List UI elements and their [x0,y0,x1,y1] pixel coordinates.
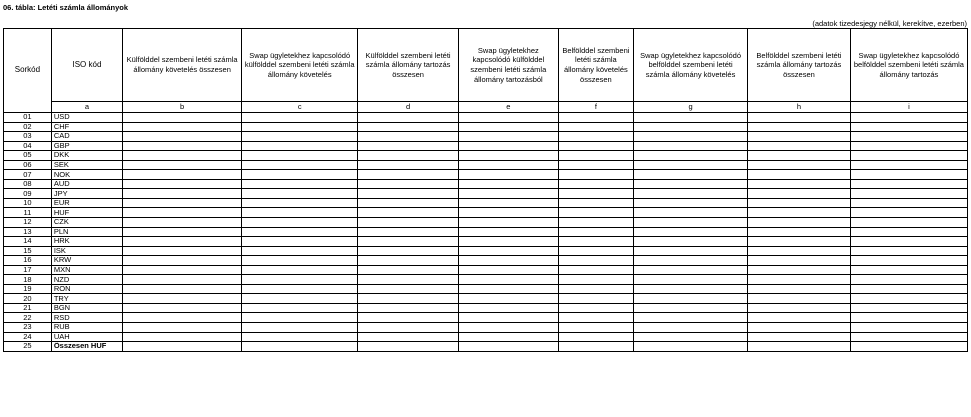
value-cell-g[interactable] [634,313,748,323]
value-cell-g[interactable] [634,294,748,304]
value-cell-f[interactable] [558,313,633,323]
row-iso-code: CAD [51,132,122,142]
value-cell-d[interactable] [358,113,459,123]
value-cell-f[interactable] [558,151,633,161]
value-cell-e[interactable] [458,313,558,323]
value-cell-f[interactable] [558,303,633,313]
table-row [4,189,968,199]
value-cell-i[interactable] [850,256,967,266]
table-row [4,303,968,313]
value-cell-d[interactable] [358,141,459,151]
value-cell-i[interactable] [850,323,967,333]
value-cell-f[interactable] [558,342,633,352]
value-cell-i[interactable] [850,284,967,294]
value-cell-b[interactable] [123,303,242,313]
value-cell-d[interactable] [358,323,459,333]
value-cell-e[interactable] [458,179,558,189]
header-i: Swap ügyletekhez kapcsolódó belfölddel szembeni letéti számla állomány tartozás [850,29,967,102]
value-cell-b[interactable] [123,141,242,151]
row-code: 18 [4,275,52,285]
value-cell-c[interactable] [242,151,358,161]
value-cell-f[interactable] [558,160,633,170]
table-row [4,227,968,237]
table-row [4,256,968,266]
row-iso-code: RSD [51,313,122,323]
value-cell-g[interactable] [634,208,748,218]
column-letter-c: c [242,102,358,113]
value-cell-b[interactable] [123,313,242,323]
value-cell-b[interactable] [123,113,242,123]
value-cell-h[interactable] [748,113,851,123]
row-code: 07 [4,170,52,180]
header-g: Swap ügyletekhez kapcsolódó belfölddel szembeni letéti számla állomány követelés [634,29,748,102]
table-row [4,342,968,352]
value-cell-c[interactable] [242,313,358,323]
value-cell-b[interactable] [123,132,242,142]
row-code: 05 [4,151,52,161]
value-cell-g[interactable] [634,170,748,180]
value-cell-d[interactable] [358,246,459,256]
value-cell-f[interactable] [558,208,633,218]
value-cell-i[interactable] [850,160,967,170]
value-cell-i[interactable] [850,189,967,199]
value-cell-b[interactable] [123,189,242,199]
row-iso-code: NZD [51,275,122,285]
value-cell-d[interactable] [358,284,459,294]
value-cell-d[interactable] [358,256,459,266]
value-cell-h[interactable] [748,275,851,285]
row-code: 20 [4,294,52,304]
header-f: Belfölddel szembeni letéti számla állomány követelés összesen [558,29,633,102]
value-cell-g[interactable] [634,113,748,123]
value-cell-g[interactable] [634,323,748,333]
value-cell-b[interactable] [123,284,242,294]
row-iso-code: TRY [51,294,122,304]
value-cell-e[interactable] [458,275,558,285]
value-cell-i[interactable] [850,303,967,313]
value-cell-b[interactable] [123,265,242,275]
value-cell-i[interactable] [850,294,967,304]
row-code: 09 [4,189,52,199]
value-cell-c[interactable] [242,141,358,151]
value-cell-e[interactable] [458,189,558,199]
header-sorkod: Sorkód [4,29,52,113]
value-cell-i[interactable] [850,132,967,142]
value-cell-f[interactable] [558,246,633,256]
value-cell-b[interactable] [123,275,242,285]
value-cell-i[interactable] [850,332,967,342]
value-cell-e[interactable] [458,237,558,247]
value-cell-d[interactable] [358,208,459,218]
value-cell-e[interactable] [458,198,558,208]
row-iso-code: UAH [51,332,122,342]
value-cell-b[interactable] [123,294,242,304]
value-cell-f[interactable] [558,265,633,275]
value-cell-f[interactable] [558,132,633,142]
row-code: 01 [4,113,52,123]
value-cell-g[interactable] [634,179,748,189]
value-cell-c[interactable] [242,132,358,142]
value-cell-f[interactable] [558,256,633,266]
value-cell-d[interactable] [358,294,459,304]
value-cell-c[interactable] [242,122,358,132]
row-code: 23 [4,323,52,333]
value-cell-g[interactable] [634,189,748,199]
value-cell-e[interactable] [458,113,558,123]
value-cell-h[interactable] [748,208,851,218]
value-cell-g[interactable] [634,141,748,151]
table-row [4,179,968,189]
value-cell-e[interactable] [458,256,558,266]
value-cell-f[interactable] [558,122,633,132]
row-code: 11 [4,208,52,218]
value-cell-d[interactable] [358,313,459,323]
value-cell-c[interactable] [242,160,358,170]
value-cell-g[interactable] [634,198,748,208]
value-cell-g[interactable] [634,227,748,237]
value-cell-i[interactable] [850,113,967,123]
value-cell-g[interactable] [634,284,748,294]
value-cell-d[interactable] [358,265,459,275]
value-cell-g[interactable] [634,332,748,342]
row-iso-code: Összesen HUF [51,342,122,352]
value-cell-i[interactable] [850,275,967,285]
value-cell-b[interactable] [123,170,242,180]
value-cell-c[interactable] [242,275,358,285]
column-letter-e: e [458,102,558,113]
value-cell-h[interactable] [748,342,851,352]
row-iso-code: KRW [51,256,122,266]
column-letter-g: g [634,102,748,113]
value-cell-b[interactable] [123,179,242,189]
value-cell-e[interactable] [458,151,558,161]
column-letter-row [4,102,968,113]
row-iso-code: BGN [51,303,122,313]
value-cell-c[interactable] [242,198,358,208]
row-iso-code: AUD [51,179,122,189]
table-row [4,160,968,170]
value-cell-h[interactable] [748,294,851,304]
value-cell-e[interactable] [458,160,558,170]
value-cell-d[interactable] [358,342,459,352]
row-iso-code: ISK [51,246,122,256]
header-e: Swap ügyletekhez kapcsolódó külfölddel szembeni letéti számla állomány tartozásból [458,29,558,102]
value-cell-i[interactable] [850,218,967,228]
value-cell-b[interactable] [123,151,242,161]
value-cell-h[interactable] [748,198,851,208]
row-iso-code: DKK [51,151,122,161]
value-cell-h[interactable] [748,170,851,180]
value-cell-c[interactable] [242,342,358,352]
table-row [4,237,968,247]
table-row [4,313,968,323]
value-cell-h[interactable] [748,256,851,266]
value-cell-h[interactable] [748,246,851,256]
value-cell-f[interactable] [558,227,633,237]
row-iso-code: HUF [51,208,122,218]
value-cell-d[interactable] [358,237,459,247]
value-cell-g[interactable] [634,132,748,142]
value-cell-c[interactable] [242,323,358,333]
header-b: Külfölddel szembeni letéti számla állomány követelés összesen [123,29,242,102]
value-cell-d[interactable] [358,218,459,228]
value-cell-h[interactable] [748,313,851,323]
value-cell-d[interactable] [358,179,459,189]
row-code: 17 [4,265,52,275]
value-cell-e[interactable] [458,132,558,142]
value-cell-c[interactable] [242,294,358,304]
value-cell-h[interactable] [748,237,851,247]
row-iso-code: NOK [51,170,122,180]
value-cell-h[interactable] [748,218,851,228]
value-cell-i[interactable] [850,122,967,132]
value-cell-e[interactable] [458,170,558,180]
table-row [4,122,968,132]
value-cell-c[interactable] [242,218,358,228]
value-cell-d[interactable] [358,198,459,208]
value-cell-d[interactable] [358,189,459,199]
value-cell-b[interactable] [123,342,242,352]
value-cell-h[interactable] [748,132,851,142]
value-cell-d[interactable] [358,151,459,161]
table-row [4,218,968,228]
value-cell-d[interactable] [358,303,459,313]
value-cell-f[interactable] [558,141,633,151]
value-cell-c[interactable] [242,284,358,294]
table-row [4,141,968,151]
value-cell-c[interactable] [242,303,358,313]
value-cell-g[interactable] [634,342,748,352]
row-code: 08 [4,179,52,189]
row-code: 19 [4,284,52,294]
row-code: 22 [4,313,52,323]
value-cell-c[interactable] [242,170,358,180]
value-cell-i[interactable] [850,227,967,237]
value-cell-f[interactable] [558,237,633,247]
table-row [4,208,968,218]
value-cell-h[interactable] [748,265,851,275]
value-cell-b[interactable] [123,227,242,237]
value-cell-b[interactable] [123,160,242,170]
value-cell-i[interactable] [850,342,967,352]
value-cell-g[interactable] [634,151,748,161]
value-cell-e[interactable] [458,208,558,218]
value-cell-f[interactable] [558,332,633,342]
table-row [4,198,968,208]
value-cell-g[interactable] [634,218,748,228]
table-row [4,332,968,342]
table-row [4,284,968,294]
value-cell-d[interactable] [358,132,459,142]
value-cell-f[interactable] [558,113,633,123]
row-iso-code: RON [51,284,122,294]
table-row [4,132,968,142]
row-code: 04 [4,141,52,151]
value-cell-g[interactable] [634,122,748,132]
row-code: 03 [4,132,52,142]
value-cell-b[interactable] [123,332,242,342]
value-cell-h[interactable] [748,189,851,199]
value-cell-i[interactable] [850,170,967,180]
value-cell-b[interactable] [123,198,242,208]
value-cell-c[interactable] [242,208,358,218]
row-code: 21 [4,303,52,313]
table-row [4,323,968,333]
value-cell-c[interactable] [242,246,358,256]
row-code: 16 [4,256,52,266]
value-cell-f[interactable] [558,170,633,180]
value-cell-i[interactable] [850,151,967,161]
value-cell-f[interactable] [558,218,633,228]
value-cell-c[interactable] [242,189,358,199]
value-cell-h[interactable] [748,332,851,342]
value-cell-b[interactable] [123,218,242,228]
value-cell-b[interactable] [123,246,242,256]
row-code: 06 [4,160,52,170]
value-cell-c[interactable] [242,113,358,123]
value-cell-e[interactable] [458,122,558,132]
value-cell-d[interactable] [358,332,459,342]
value-cell-c[interactable] [242,179,358,189]
table-title: 06. tábla: Letéti számla állományok [3,3,129,12]
value-cell-h[interactable] [748,303,851,313]
column-letter-i: i [850,102,967,113]
row-code: 15 [4,246,52,256]
value-cell-h[interactable] [748,160,851,170]
column-letter-a: a [51,102,122,113]
units-note: (adatok tizedesjegy nélkül, kerekítve, ezerben) [812,19,967,28]
value-cell-e[interactable] [458,265,558,275]
table-row [4,275,968,285]
value-cell-c[interactable] [242,237,358,247]
value-cell-e[interactable] [458,342,558,352]
value-cell-b[interactable] [123,256,242,266]
value-cell-e[interactable] [458,323,558,333]
value-cell-i[interactable] [850,237,967,247]
row-iso-code: CZK [51,218,122,228]
value-cell-g[interactable] [634,237,748,247]
value-cell-g[interactable] [634,303,748,313]
row-iso-code: CHF [51,122,122,132]
value-cell-d[interactable] [358,122,459,132]
column-letter-d: d [358,102,459,113]
value-cell-h[interactable] [748,141,851,151]
row-code: 14 [4,237,52,247]
value-cell-c[interactable] [242,265,358,275]
value-cell-i[interactable] [850,208,967,218]
value-cell-h[interactable] [748,179,851,189]
table-body [4,113,968,352]
value-cell-e[interactable] [458,246,558,256]
value-cell-g[interactable] [634,160,748,170]
value-cell-h[interactable] [748,151,851,161]
value-cell-d[interactable] [358,160,459,170]
table-row [4,246,968,256]
value-cell-e[interactable] [458,303,558,313]
row-iso-code: MXN [51,265,122,275]
value-cell-e[interactable] [458,227,558,237]
value-cell-i[interactable] [850,265,967,275]
value-cell-f[interactable] [558,198,633,208]
value-cell-f[interactable] [558,189,633,199]
value-cell-b[interactable] [123,237,242,247]
value-cell-h[interactable] [748,284,851,294]
row-code: 13 [4,227,52,237]
value-cell-i[interactable] [850,313,967,323]
value-cell-h[interactable] [748,323,851,333]
value-cell-e[interactable] [458,141,558,151]
row-code: 02 [4,122,52,132]
value-cell-f[interactable] [558,323,633,333]
row-code: 10 [4,198,52,208]
column-letter-f: f [558,102,633,113]
value-cell-g[interactable] [634,265,748,275]
row-code: 12 [4,218,52,228]
column-letter-b: b [123,102,242,113]
value-cell-f[interactable] [558,179,633,189]
row-iso-code: JPY [51,189,122,199]
value-cell-i[interactable] [850,246,967,256]
value-cell-g[interactable] [634,246,748,256]
value-cell-c[interactable] [242,227,358,237]
row-iso-code: HRK [51,237,122,247]
row-iso-code: RUB [51,323,122,333]
value-cell-e[interactable] [458,284,558,294]
deposit-account-table [3,28,968,352]
value-cell-b[interactable] [123,122,242,132]
value-cell-i[interactable] [850,141,967,151]
header-h: Belfölddel szembeni letéti számla állomány tartozás összesen [748,29,851,102]
value-cell-i[interactable] [850,198,967,208]
value-cell-d[interactable] [358,275,459,285]
value-cell-c[interactable] [242,256,358,266]
row-code: 25 [4,342,52,352]
value-cell-d[interactable] [358,227,459,237]
row-iso-code: USD [51,113,122,123]
value-cell-i[interactable] [850,179,967,189]
value-cell-g[interactable] [634,256,748,266]
table-row [4,294,968,304]
row-iso-code: EUR [51,198,122,208]
header-d: Külfölddel szembeni letéti számla állomány tartozás összesen [358,29,459,102]
value-cell-g[interactable] [634,275,748,285]
value-cell-h[interactable] [748,122,851,132]
row-iso-code: PLN [51,227,122,237]
table-row [4,265,968,275]
header-c: Swap ügyletekhez kapcsolódó külfölddel szembeni letéti számla állomány követelés [242,29,358,102]
value-cell-f[interactable] [558,275,633,285]
value-cell-h[interactable] [748,227,851,237]
header-iso: ISO kód [51,29,122,102]
value-cell-c[interactable] [242,332,358,342]
value-cell-b[interactable] [123,208,242,218]
value-cell-f[interactable] [558,284,633,294]
value-cell-e[interactable] [458,332,558,342]
value-cell-e[interactable] [458,218,558,228]
row-iso-code: GBP [51,141,122,151]
table-row [4,170,968,180]
value-cell-d[interactable] [358,170,459,180]
table-row [4,151,968,161]
value-cell-b[interactable] [123,323,242,333]
row-iso-code: SEK [51,160,122,170]
value-cell-e[interactable] [458,294,558,304]
column-letter-h: h [748,102,851,113]
row-code: 24 [4,332,52,342]
table-row [4,113,968,123]
value-cell-f[interactable] [558,294,633,304]
